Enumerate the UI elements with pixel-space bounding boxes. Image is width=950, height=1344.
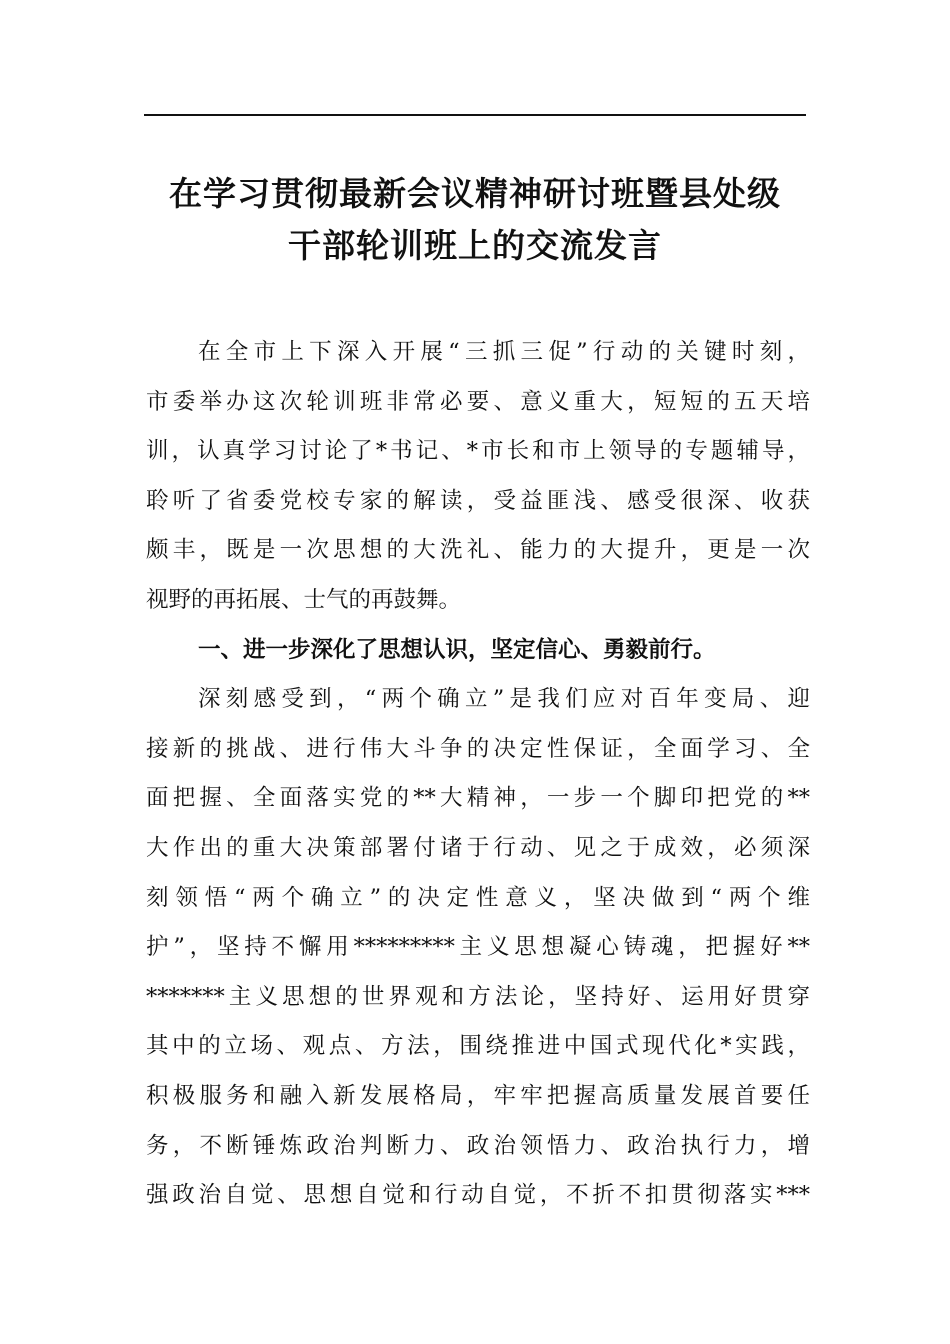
paragraph-2-line: *******主义思想的世界观和方法论，坚持好、运用好贯穿 [146, 983, 810, 1010]
paragraph-2-line: 深刻感受到，“两个确立”是我们应对百年变局、迎 [198, 686, 810, 713]
paragraph-2-line: 积极服务和融入新发展格局，牢牢把握高质量发展首要任 [146, 1082, 810, 1109]
section-heading-1: 一、进一步深化了思想认识，坚定信心、勇毅前行。 [198, 636, 716, 663]
title-line-2: 干部轮训班上的交流发言 [288, 226, 662, 265]
paragraph-2-line: 护”，坚持不懈用*********主义思想凝心铸魂，把握好** [146, 934, 810, 961]
paragraph-2-line: 务，不断锤炼政治判断力、政治领悟力、政治执行力，增 [146, 1132, 810, 1159]
paragraph-1-line: 视野的再拓展、士气的再鼓舞。 [146, 586, 462, 613]
paragraph-2-line: 刻领悟“两个确立”的决定性意义，坚决做到“两个维 [146, 884, 810, 911]
paragraph-2-line: 面把握、全面落实党的**大精神，一步一个脚印把党的** [146, 785, 810, 812]
document-title [120, 168, 830, 272]
paragraph-1-line: 市委举办这次轮训班非常必要、意义重大，短短的五天培 [146, 388, 810, 415]
paragraph-2-line: 强政治自觉、思想自觉和行动自觉，不折不扣贯彻落实*** [146, 1182, 810, 1209]
header-rule [144, 114, 806, 116]
document-body [146, 328, 810, 1221]
paragraph-2-line: 接新的挑战、进行伟大斗争的决定性保证，全面学习、全 [146, 735, 810, 762]
paragraph-1-line: 训，认真学习讨论了*书记、*市长和市上领导的专题辅导， [146, 438, 810, 465]
title-line-1: 在学习贯彻最新会议精神研讨班暨县处级 [169, 174, 781, 213]
paragraph-2-line: 大作出的重大决策部署付诸于行动、见之于成效，必须深 [146, 834, 810, 861]
paragraph-1-line: 在全市上下深入开展“三抓三促”行动的关键时刻， [198, 339, 810, 365]
paragraph-1-line: 聆听了省委党校专家的解读，受益匪浅、感受很深、收获 [146, 487, 810, 514]
paragraph-1-line: 颇丰，既是一次思想的大洗礼、能力的大提升，更是一次 [146, 537, 810, 564]
paragraph-2-line: 其中的立场、观点、方法，围绕推进中国式现代化*实践， [146, 1033, 810, 1060]
